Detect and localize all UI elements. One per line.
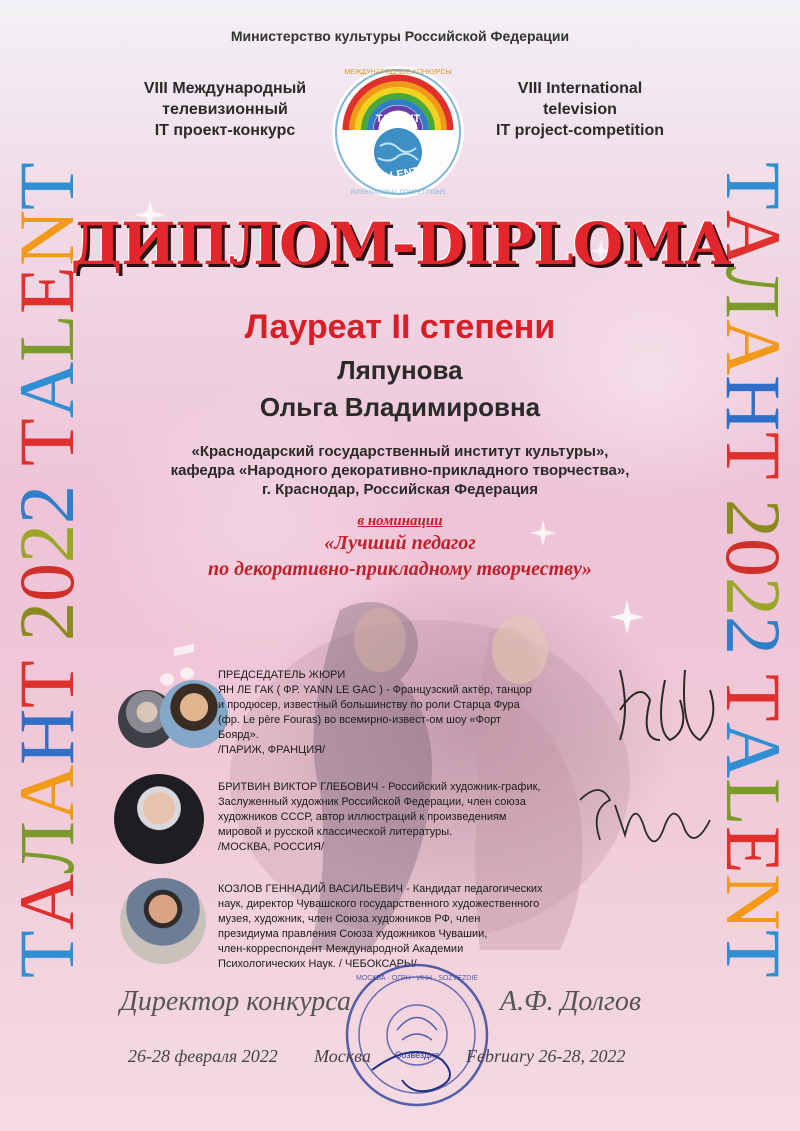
project-ru-line: IT проект-конкурс [154, 122, 296, 139]
jury-text-line: Психологических Наук. / ЧЕБОКСАРЫ/ [218, 958, 417, 970]
jury-text-line: художников СССР, автор иллюстраций к произведениям [218, 811, 507, 823]
jury-text-line: музея, художник, член Союза художников РФ, член [218, 913, 481, 925]
jury-text-line: ПРЕДСЕДАТЕЛЬ ЖЮРИ [218, 669, 346, 681]
project-title-ru [105, 78, 345, 141]
ministry-header: Министерство культуры Российской Федерации [230, 28, 570, 44]
institution-line: кафедра «Народного декоративно-прикладного творчества», [170, 462, 630, 479]
jury-text-line: наук, директор Чувашского государственного художественного [218, 898, 540, 910]
signature-jury-chair [610, 650, 730, 760]
side-letter: 2 [3, 524, 90, 564]
jury-text-line: ЯН ЛЕ ГАК ( ФР. YANN LE GAC ) - Французский актёр, танцор [218, 684, 532, 696]
project-title-en [460, 78, 700, 141]
jury-text-line: мировой и русской классической литературы. [218, 826, 453, 838]
side-letter: E [3, 266, 90, 314]
jury-text-line: Заслуженный художник Российской Федерации, член союза [218, 796, 526, 808]
side-letter: T [710, 930, 797, 978]
side-letter [4, 641, 90, 661]
institution-line: г. Краснодар, Российская Федерация [261, 481, 538, 498]
jury-text-line: президиума правления Союза художников Чувашии, [218, 928, 488, 940]
logo-text-en: TALENT [375, 165, 420, 185]
star-decoration [610, 600, 644, 634]
jury-text-line: и продюсер, известный большинству по роли Старца Фура [218, 699, 520, 711]
jury-text-line: Боярд». [218, 729, 259, 741]
side-letter: E [710, 826, 797, 874]
date-ru: 26-28 февраля 2022 [128, 1046, 278, 1066]
logo-arc-text: МЕЖДУНАРОДНЫЕ КОНКУРСЫ [344, 69, 452, 76]
jury-text-line: член-корреспондент Международной Академии [218, 943, 464, 955]
project-en-line: VIII International [517, 80, 643, 97]
jury-text-line: (фр. Le père Fouras) во всемирно-извест-ом шоу «Форт [218, 714, 502, 726]
logo-text-ru: ТАЛАНТ [375, 113, 421, 125]
side-letter: Т [710, 162, 797, 210]
project-en-line: IT project-competition [496, 122, 664, 139]
side-letter: L [3, 313, 90, 362]
side-letter: А [3, 764, 90, 821]
jury-text-line: БРИТВИН ВИКТОР ГЛЕБОВИЧ - Российский художник-график, [218, 781, 541, 793]
side-letter: 2 [710, 576, 797, 616]
project-ru-line: VIII Международный [143, 80, 307, 97]
institution-line: «Краснодарский государственный институт культуры», [191, 443, 609, 460]
side-letter: T [710, 674, 797, 723]
side-letter: Т [3, 660, 90, 709]
side-letter: Н [710, 375, 797, 432]
side-letter: T [3, 417, 90, 466]
side-letter: Л [3, 820, 90, 874]
jury-text-line: /ПАРИЖ, ФРАНЦИЯ/ [218, 744, 326, 756]
jury-text-line: КОЗЛОВ ГЕННАДИЙ ВАСИЛЬЕВИЧ - Кандидат педагогических [218, 883, 543, 895]
side-letter: Т [3, 930, 90, 978]
recipient-surname: Ляпунова [337, 355, 463, 385]
jury-text-line: /МОСКВА, РОССИЯ/ [218, 841, 324, 853]
side-letter: 2 [3, 485, 90, 525]
side-letter: А [710, 319, 797, 376]
side-letter: L [710, 778, 797, 827]
side-letter: 2 [710, 498, 797, 538]
jury-member-2 [218, 780, 598, 855]
side-letter: N [710, 873, 797, 931]
signature-jury-member [575, 770, 725, 850]
side-letter: Л [710, 266, 797, 320]
talent-logo [328, 60, 468, 200]
logo-bottom-text: INTERNATIONAL COMPETITIONS [350, 190, 446, 196]
city-label: Москва [314, 1046, 371, 1066]
project-en-line: television [543, 101, 617, 118]
nomination-label: в номинации [357, 513, 443, 529]
jury-member-1 [218, 668, 598, 758]
nomination-line: «Лучший педагог [324, 532, 476, 554]
side-letter: 2 [710, 615, 797, 655]
nomination-line: по декоративно-прикладному творчеству» [208, 558, 592, 580]
side-letter: 0 [710, 537, 797, 577]
side-letter: 2 [3, 602, 90, 642]
side-letter: А [3, 873, 90, 931]
seal-ring-text: МОСКВА · ОГРН · ИНН · SOZVEZDIE [356, 975, 478, 982]
side-letter: N [3, 209, 90, 267]
date-en: February 26-28, 2022 [466, 1046, 626, 1066]
laureate-degree: Лауреат II степени [244, 308, 556, 346]
side-letter: T [3, 162, 90, 210]
side-letter: A [710, 722, 797, 779]
side-letter: 0 [3, 563, 90, 603]
diploma-title: ДИПЛОМ-DIPLOMA [70, 210, 730, 278]
side-letter: А [710, 209, 797, 267]
project-ru-line: телевизионный [162, 101, 288, 118]
side-letter: Т [710, 431, 797, 480]
jury-photo [120, 878, 206, 964]
recipient-name: Ольга Владимировна [259, 392, 541, 422]
director-label: Директор конкурса [120, 986, 351, 1017]
seal-center-text: Созвездие [394, 1050, 440, 1060]
official-seal [342, 960, 492, 1110]
jury-member-3 [218, 882, 598, 972]
side-letter: A [3, 361, 90, 418]
director-name: А.Ф. Долгов [500, 986, 642, 1017]
side-letter: Н [3, 708, 90, 765]
jury-photo [114, 774, 204, 864]
